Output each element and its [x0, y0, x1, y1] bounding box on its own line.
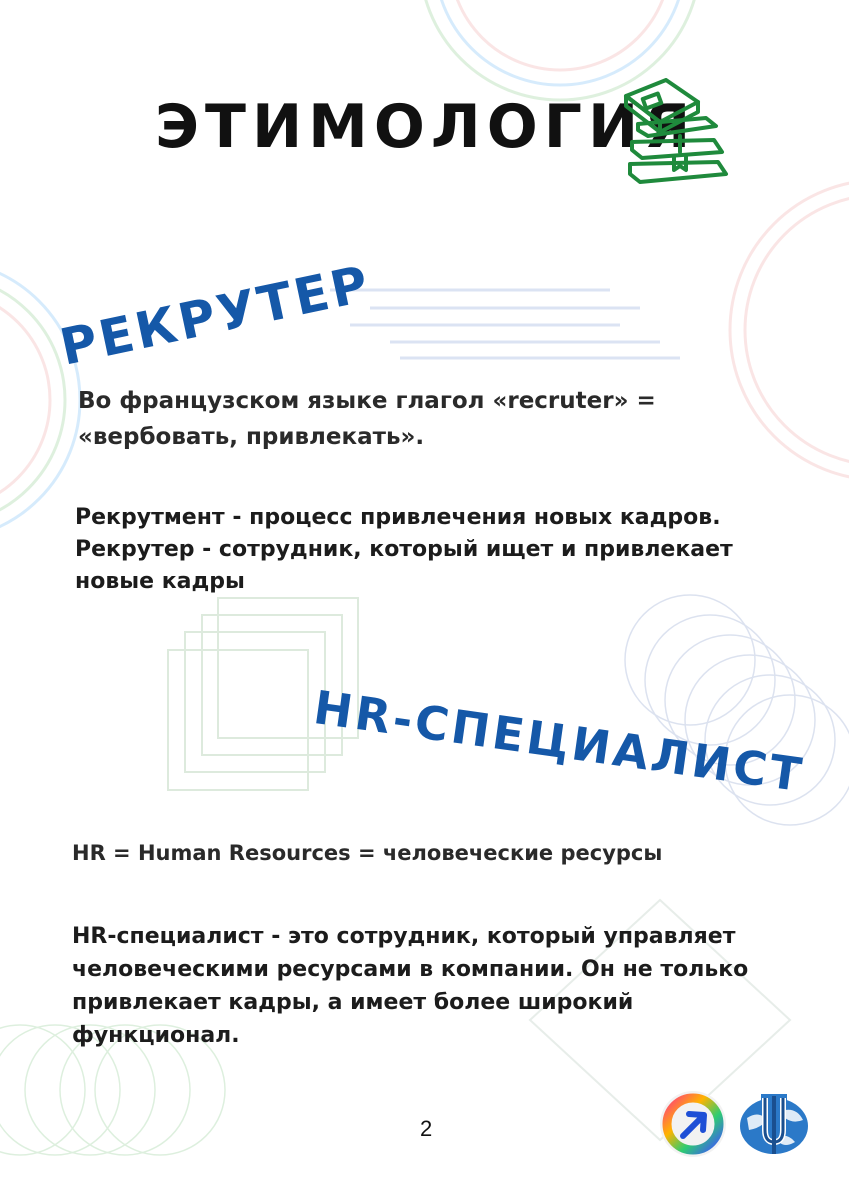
recruiter-description: Рекрутмент - процесс привлечения новых кадров. Рекрутер - сотрудник, который ищет и привлекает новые кадры	[75, 505, 733, 594]
books-icon	[620, 78, 732, 200]
page-number: 2	[420, 1116, 433, 1141]
recruiter-heading: РЕКРУТЕР	[55, 254, 376, 377]
hr-description: HR-специалист - это сотрудник, который управляет человеческими ресурсами в компании. Он не только привлекает кадры, а имеет более широкий функционал.	[72, 924, 749, 1048]
page-title: ЭТИМОЛОГИЯ	[155, 92, 697, 162]
arrow-logo-icon	[659, 1090, 727, 1158]
hr-specialist-heading: HR-СПЕЦИАЛИСТ	[310, 680, 808, 803]
recruiter-definition: Во французском языке глагол «recruter» = «вербовать, привлекать».	[78, 388, 656, 450]
university-globe-logo-icon	[735, 1088, 813, 1158]
hr-definition: HR = Human Resources = человеческие ресурсы	[72, 841, 663, 865]
